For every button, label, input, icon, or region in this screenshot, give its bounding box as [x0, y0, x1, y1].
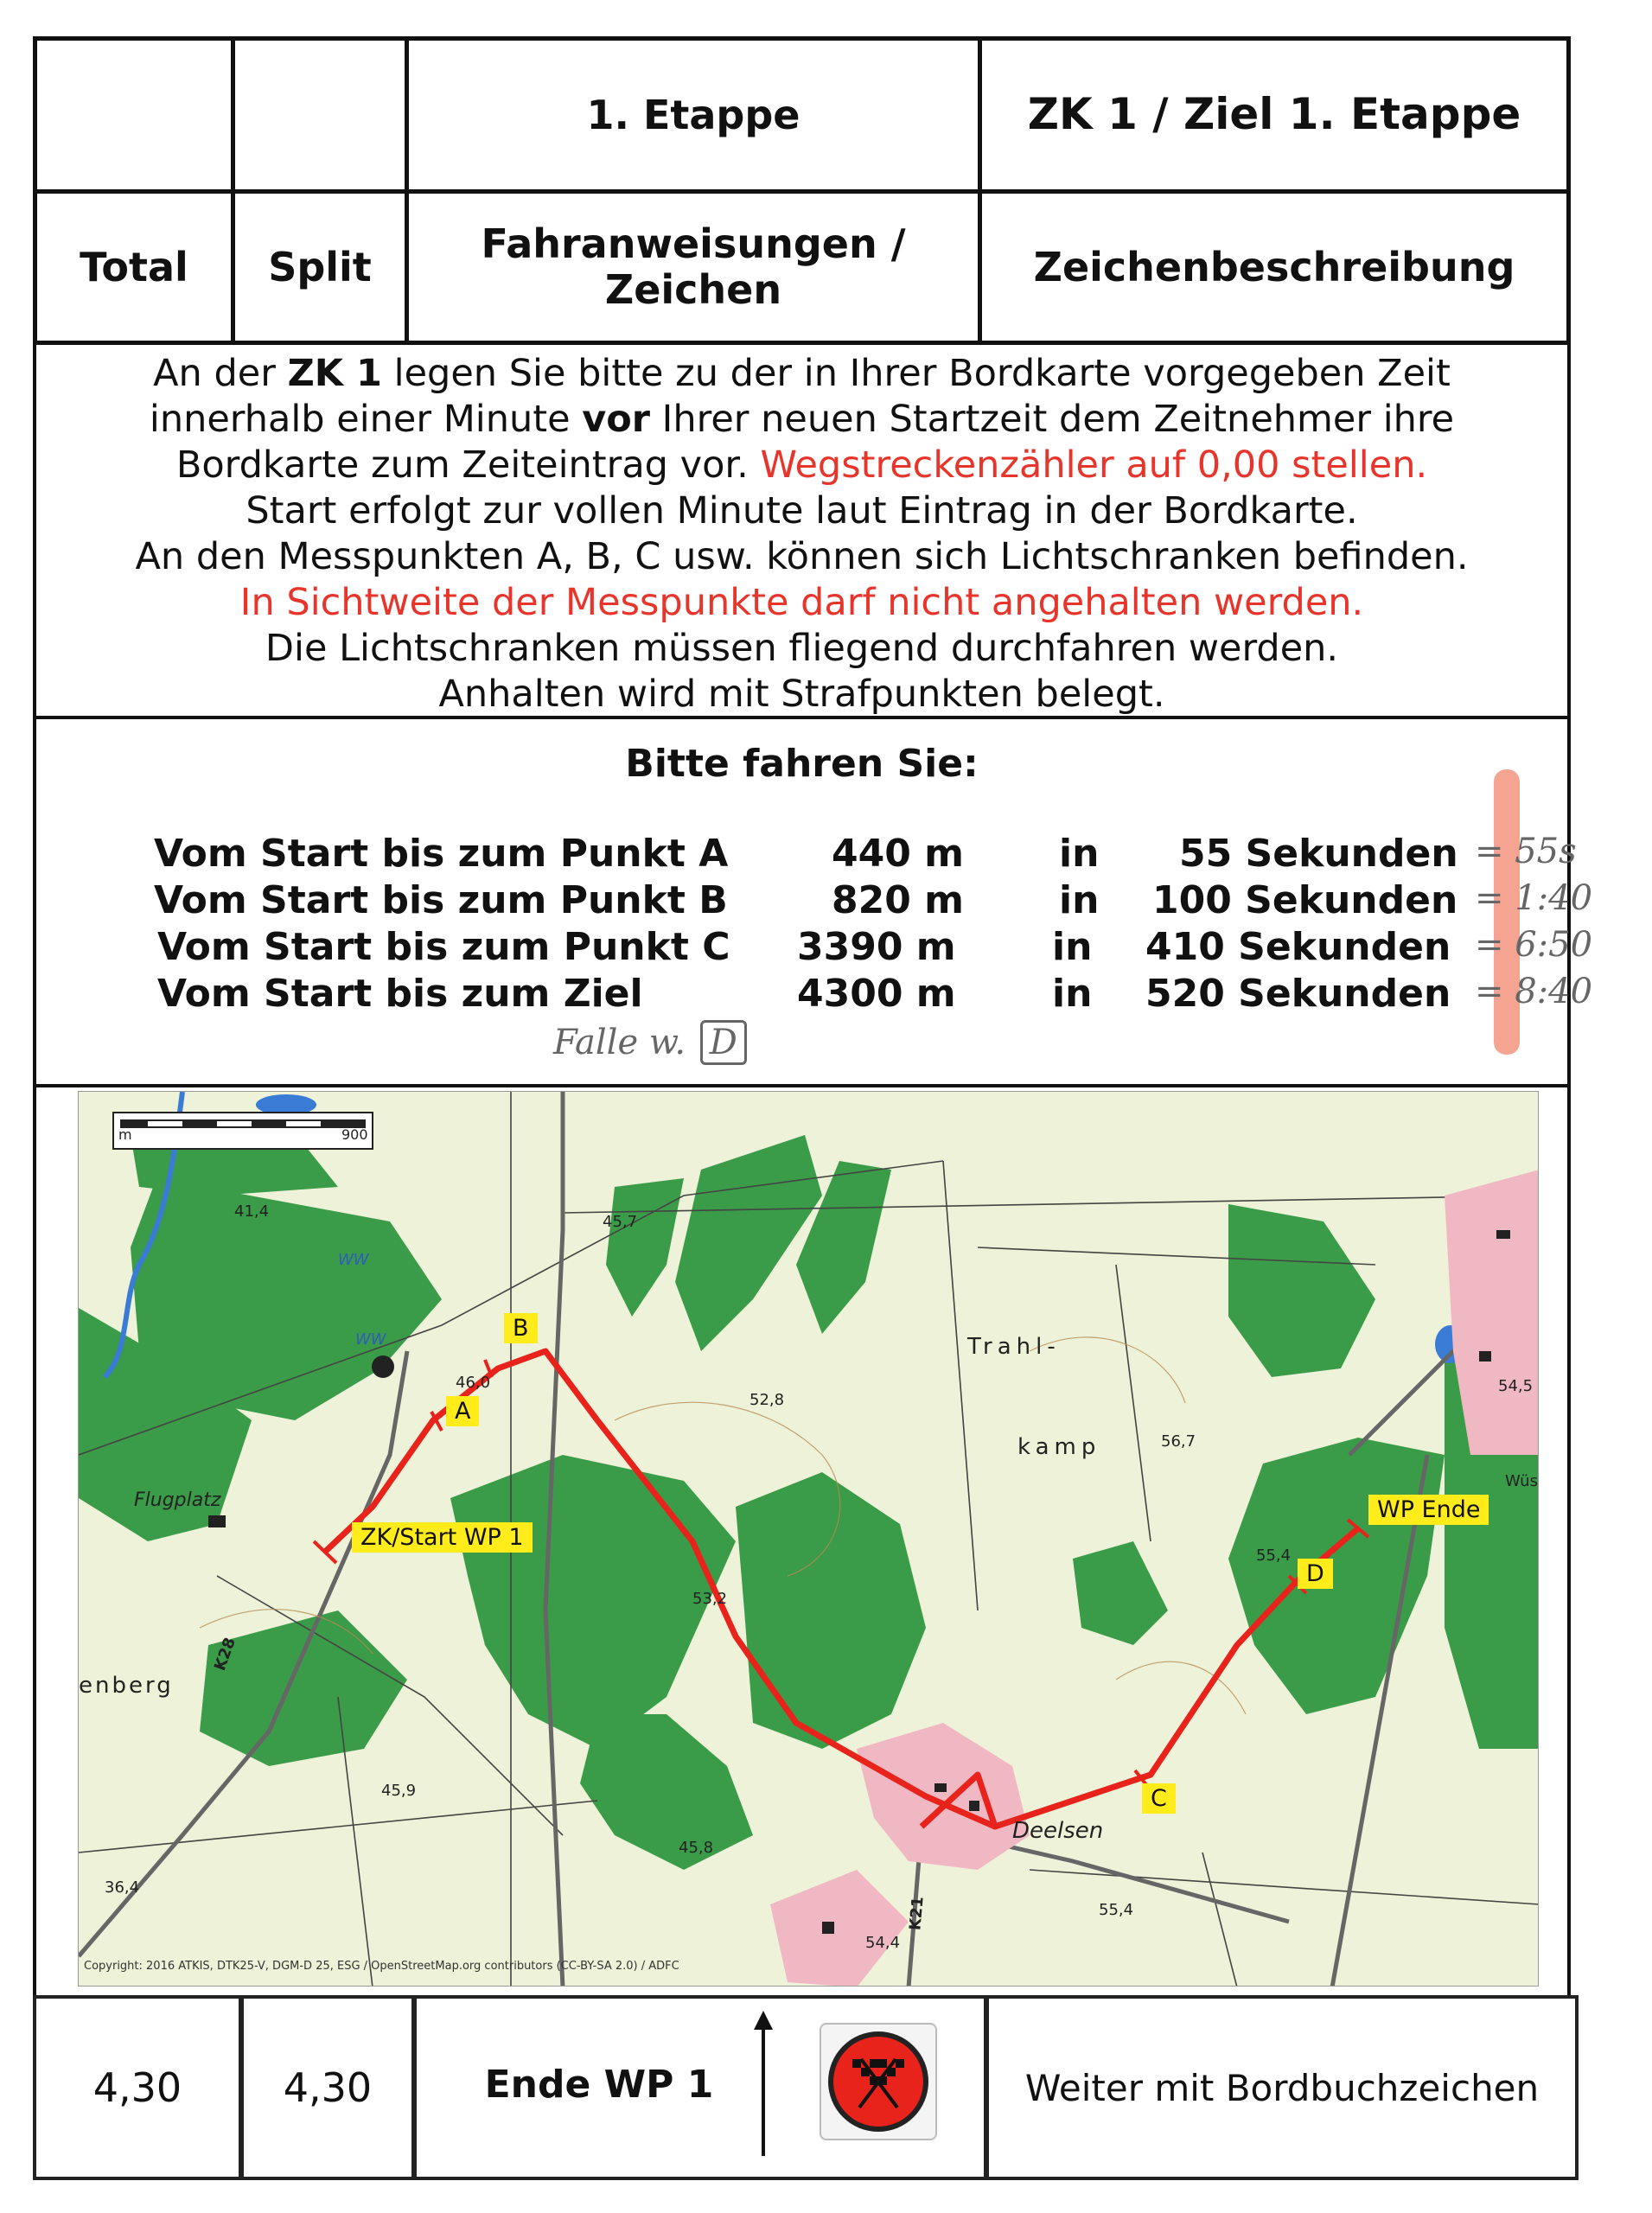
col-zeichen-text: Zeichenbeschreibung: [1033, 243, 1515, 290]
bottom-split: [240, 1995, 415, 2180]
instr-line-5: An den Messpunkten A, B, C usw. können sich Lichtschranken befinden.: [135, 535, 1469, 578]
village-south: [770, 1870, 909, 1987]
forest-north-strip-1: [675, 1135, 822, 1351]
scale-bar-bg: [113, 1113, 373, 1149]
label-point-d: D: [1298, 1559, 1333, 1589]
schedule-row-ziel-distance: 4300 m: [797, 972, 956, 1016]
schedule-row-ziel-label: Vom Start bis zum Ziel: [157, 972, 643, 1016]
elevation-45-7: 45,7: [603, 1213, 638, 1231]
building-1: [934, 1783, 947, 1792]
elevation-56-7: 56,7: [1161, 1432, 1196, 1451]
bottom-description-text: Weiter mit Bordbuchzeichen: [1024, 2066, 1540, 2109]
elevation-46-0: 46,0: [456, 1374, 491, 1392]
forest-northeast: [1228, 1204, 1375, 1377]
header-zk-title: [978, 36, 1571, 194]
road-label-k21: K21: [906, 1896, 928, 1931]
elevation-41-4: 41,4: [234, 1202, 270, 1221]
field-line-7: [79, 1801, 597, 1853]
elevation-52-8: 52,8: [749, 1391, 785, 1409]
contour-4: [1116, 1661, 1246, 1714]
schedule-row-a-label: Vom Start bis zum Punkt A: [154, 832, 729, 876]
handwritten-note: Falle w. D: [553, 1020, 747, 1065]
place-deelsen: Deelsen: [1012, 1818, 1104, 1844]
arrow-up-icon: [750, 2011, 776, 2158]
schedule-row-ziel-note: = 8:40: [1475, 972, 1593, 1011]
scale-label-m: m: [118, 1126, 132, 1143]
schedule-row-ziel-in: in: [1052, 972, 1093, 1016]
bottom-instruction-text: Ende WP 1: [484, 2063, 714, 2107]
elevation-53-2: 53,2: [692, 1590, 728, 1608]
header-etappe: [405, 36, 982, 194]
building-2: [969, 1801, 979, 1811]
elevation-54-5: 54,5: [1498, 1377, 1534, 1395]
elevation-54-4: 54,4: [865, 1934, 901, 1952]
instr-line-6: In Sichtweite der Messpunkte darf nicht angehalten werden.: [239, 581, 1364, 624]
forest-south-east: [1073, 1541, 1168, 1645]
instr-line-2: innerhalb einer Minute vor Ihrer neuen Startzeit dem Zeitnehmer ihre: [149, 398, 1455, 441]
col-fahranweisungen-header: [405, 189, 982, 345]
place-flugplatz: Flugplatz: [134, 1489, 221, 1511]
place-kamp: kamp: [1017, 1434, 1101, 1460]
label-wp-ende: WP Ende: [1368, 1495, 1489, 1525]
instr-line-8: Anhalten wird mit Strafpunkten belegt.: [438, 673, 1165, 716]
col-total-header: [33, 189, 235, 345]
checkered-flag-sign-icon: [820, 2023, 937, 2140]
header-empty-total: [33, 36, 235, 194]
elevation-45-9: 45,9: [381, 1782, 417, 1800]
scale-label-900: 900: [341, 1126, 368, 1143]
instr-line-4: Start erfolgt zur vollen Minute laut Eintrag in der Bordkarte.: [246, 489, 1358, 533]
forest-southwest: [200, 1610, 407, 1766]
place-trahl: Trahl-: [967, 1334, 1061, 1360]
field-line-6: [1116, 1265, 1151, 1541]
road-label-k28: K28: [210, 1635, 240, 1674]
instr-line-3: Bordkarte zum Zeiteintrag vor. Wegstreckenzähler auf 0,00 stellen.: [175, 443, 1428, 487]
schedule-row-b-time: 100 Sekunden: [1152, 878, 1458, 922]
schedule-row-a-time: 55 Sekunden: [1179, 832, 1458, 876]
schedule-row-c-label: Vom Start bis zum Punkt C: [157, 925, 730, 969]
instructions-box: [33, 341, 1571, 719]
place-enberg: enberg: [79, 1673, 174, 1699]
forest-north-strip-3: [606, 1178, 684, 1317]
label-point-a: A: [446, 1396, 479, 1426]
header-empty-split: [231, 36, 409, 194]
schedule-row-c-note: = 6:50: [1475, 925, 1593, 965]
building-3: [1496, 1230, 1510, 1239]
map-copyright: Copyright: 2016 ATKIS, DTK25-V, DGM-D 25, ESG / OpenStreetMap.org contributors (CC-BY-SA 2.0) / ADFC: [84, 1960, 679, 1973]
schedule-row-c-time: 410 Sekunden: [1145, 925, 1451, 969]
route-map: [78, 1091, 1539, 1987]
field-line-9: [1030, 1870, 1539, 1904]
building-5: [208, 1515, 226, 1527]
col-fahr-line2: Zeichen: [604, 266, 782, 313]
schedule-row-a-in: in: [1059, 832, 1100, 876]
schedule-row-c-distance: 3390 m: [797, 925, 956, 969]
handnote-boxed-letter: D: [700, 1020, 747, 1065]
scale-bar-seg2: [217, 1121, 252, 1126]
map-graphic: [79, 1092, 1539, 1987]
etappe-text: 1. Etappe: [586, 91, 800, 138]
building-4: [1479, 1351, 1491, 1362]
landmark-tower: [372, 1355, 394, 1378]
col-fahr-line1: Fahranweisungen /: [481, 220, 906, 268]
bottom-description: [985, 1995, 1579, 2180]
label-zk-start: ZK/Start WP 1: [352, 1522, 533, 1553]
col-split-text: Split: [268, 243, 372, 290]
schedule-row-ziel-time: 520 Sekunden: [1145, 972, 1451, 1016]
schedule-row-b-in: in: [1059, 878, 1100, 922]
scale-bar-seg1: [148, 1121, 182, 1126]
schedule-row-b-label: Vom Start bis zum Punkt B: [154, 878, 728, 922]
bottom-total-text: 4,30: [92, 2064, 182, 2111]
village-deelsen: [857, 1723, 1030, 1870]
scale-bar-seg3: [286, 1121, 321, 1126]
label-point-c: C: [1142, 1783, 1176, 1814]
label-point-b: B: [504, 1313, 538, 1343]
field-line-4: [943, 1161, 978, 1610]
elevation-55-4-south: 55,4: [1099, 1901, 1134, 1919]
schedule-row-a-note: = 55s: [1475, 832, 1577, 871]
schedule-row-c-in: in: [1052, 925, 1093, 969]
water-label-2: WW: [355, 1330, 386, 1349]
schedule-row-b-note: = 1:40: [1475, 878, 1593, 918]
schedule-row-a-distance: 440 m: [832, 832, 965, 876]
field-line-11: [1202, 1853, 1237, 1987]
forest-east: [1228, 1438, 1445, 1714]
instr-line-1: An der ZK 1 legen Sie bitte zu der in Ihrer Bordkarte vorgegeben Zeit: [153, 352, 1451, 395]
water-label-1: WW: [338, 1251, 369, 1269]
building-6: [822, 1922, 834, 1934]
col-zeichen-header: [978, 189, 1571, 345]
col-split-header: [231, 189, 409, 345]
elevation-45-8: 45,8: [679, 1839, 714, 1857]
bottom-total: [33, 1995, 242, 2180]
elevation-36-4: 36,4: [105, 1878, 140, 1897]
bottom-split-text: 4,30: [283, 2064, 373, 2111]
zk-title-text: ZK 1 / Ziel 1. Etappe: [1027, 89, 1521, 140]
col-total-text: Total: [80, 243, 188, 290]
place-wus: Wüs: [1505, 1472, 1538, 1490]
forest-east-central: [736, 1472, 926, 1749]
schedule-title: Bitte fahren Sie:: [625, 742, 979, 786]
forest-south-central: [580, 1714, 753, 1870]
elevation-55-4-east: 55,4: [1256, 1547, 1292, 1565]
schedule-row-b-distance: 820 m: [832, 878, 965, 922]
instr-line-7: Die Lichtschranken müssen fliegend durchfahren werden.: [265, 627, 1339, 670]
